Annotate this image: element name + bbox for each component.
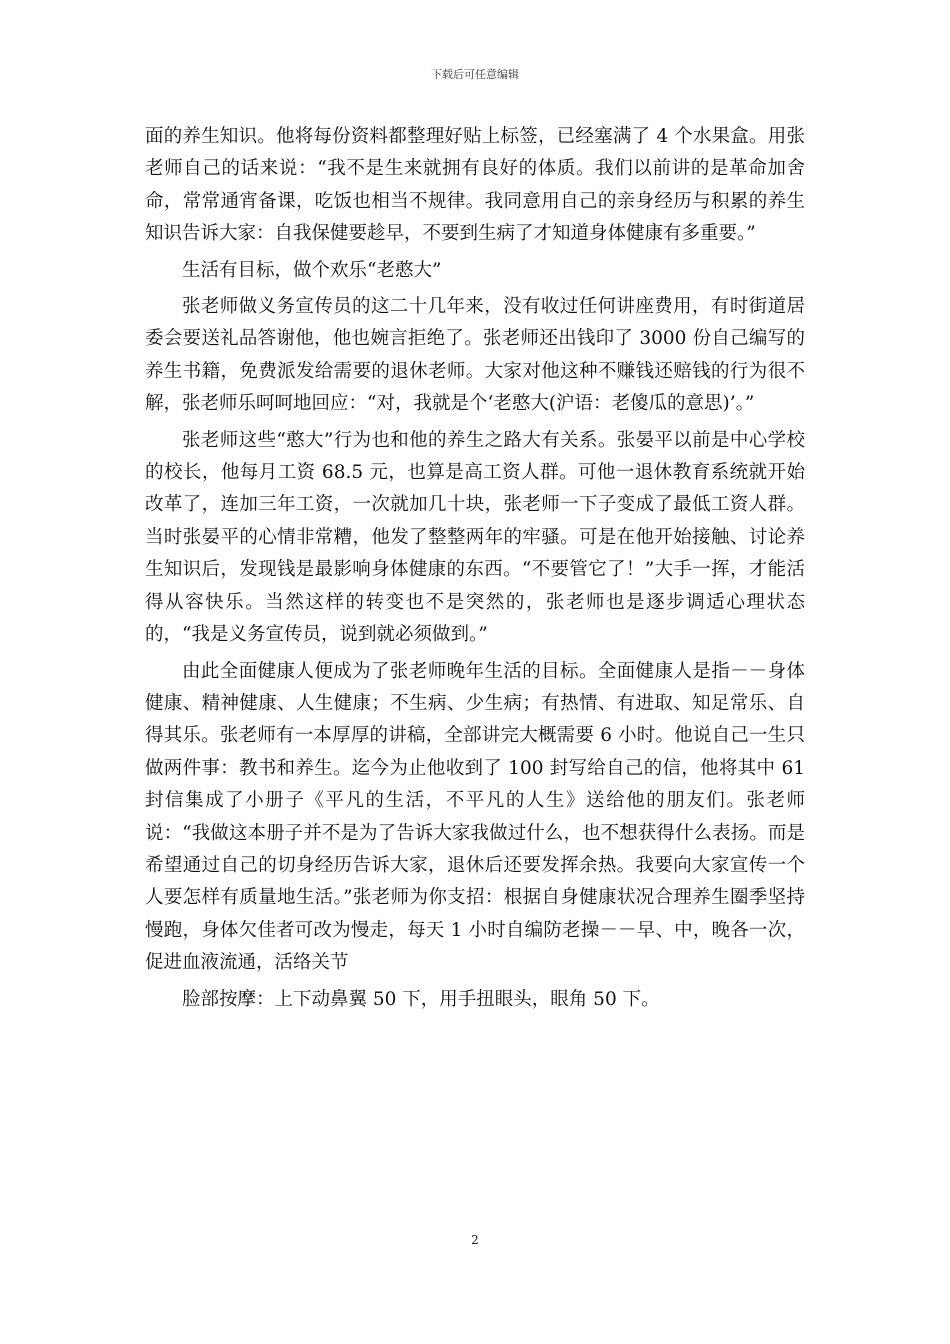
page-header: 下载后可任意编辑 bbox=[431, 68, 519, 81]
paragraph: 张老师做义务宣传员的这二十几年来，没有收过任何讲座费用，有时街道居委会要送礼品答谢他，他也婉言拒绝了。张老师还出钱印了 3000 份自己编写的养生书籍，免费派发给需要的退休老师。大家对他这种不赚钱还赔钱的行为很不解，张老师乐呵呵地回应：“对，我就是个‘老憨大(沪语：老傻瓜的意思)’。” bbox=[145, 296, 805, 415]
page-number: 2 bbox=[471, 1233, 479, 1247]
paragraph-continuation: 面的养生知识。他将每份资料都整理好贴上标签，已经塞满了 4 个水果盒。用张老师自己的话来说：“我不是生来就拥有良好的体质。我们以前讲的是革命加舍命，常常通宵备课，吃饭也相当不规律。我同意用自己的亲身经历与积累的养生知识告诉大家：自我保健要趁早，不要到生病了才知道身体健康有多重要。” bbox=[145, 126, 805, 245]
section-heading: 生活有目标，做个欢乐“老憨大” bbox=[182, 259, 442, 281]
paragraph: 由此全面健康人便成为了张老师晚年生活的目标。全面健康人是指－－身体健康、精神健康、人生健康；不生病、少生病；有热情、有进取、知足常乐、自得其乐。张老师有一本厚厚的讲稿，全部讲完大概需要 6 小时。他说自己一生只做两件事：教书和养生。迄今为止他收到了 100 封写给自己的信，他将其中 61 封信集成了小册子《平凡的生活，不平凡的人生》送给他的朋友们。张老师说：“我做这本册子并不是为了告诉大家我做过什么，也不想获得什么表扬。而是希望通过自己的切身经历告诉大家，退休后还要发挥余热。我要向大家宣传一个人要怎样有质量地生活。”张老师为你支招：根据自身健康状况合理养生圈季坚持慢跑，身体欠佳者可改为慢走，每天 1 小时自编防老操－－早、中，晚各一次，促进血液流通，活络关节 bbox=[145, 660, 805, 974]
paragraph: 脸部按摩：上下动鼻翼 50 下，用手扭眼头，眼角 50 下。 bbox=[182, 988, 660, 1010]
document-body bbox=[145, 121, 805, 1020]
paragraph: 张老师这些“憨大”行为也和他的养生之路大有关系。张晏平以前是中心学校的校长，他每月工资 68.5 元，也算是高工资人群。可他一退休教育系统就开始改革了，连加三年工资，一次就加几十块，张老师一下子变成了最低工资人群。当时张晏平的心情非常糟，他发了整整两年的牢骚。可是在他开始接触、讨论养生知识后，发现钱是最影响身体健康的东西。“不要管它了！”大手一挥，才能活得从容快乐。当然这样的转变也不是突然的，张老师也是逐步调适心理状态的，“我是义务宣传员，说到就必须做到。” bbox=[145, 429, 805, 646]
